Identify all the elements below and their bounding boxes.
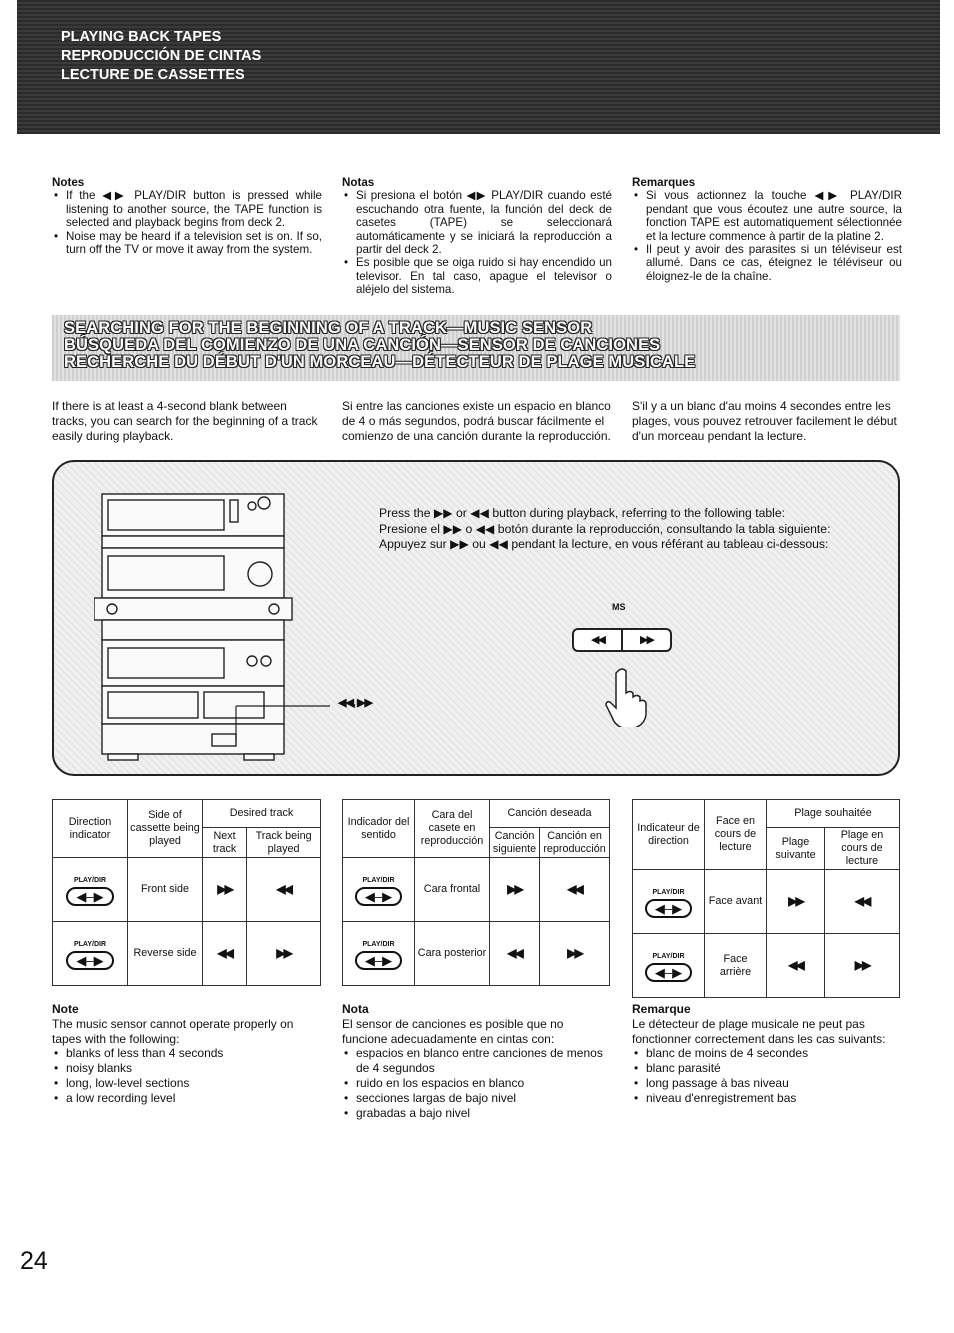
note-en-text: The music sensor cannot operate properly on tapes with the following: <box>52 1016 294 1046</box>
note-en <box>52 1002 322 1106</box>
play-dir-reverse-icon: PLAY/DIR ◀–▶ <box>633 934 705 998</box>
table-row <box>343 922 610 986</box>
table-header: Canción en reproducción <box>540 828 610 858</box>
table-header: Plage en cours de lecture <box>825 828 900 870</box>
table-row <box>633 870 900 934</box>
note-es-text: El sensor de canciones es posible que no funcione adecuadamente en cintas con: <box>342 1016 564 1046</box>
list-item: • a low recording level <box>52 1091 322 1106</box>
direction-table-es <box>342 799 610 986</box>
direction-table-fr <box>632 799 900 998</box>
table-cell: ◀◀ <box>540 858 610 922</box>
note-fr-title: Remarque <box>632 1002 691 1016</box>
table-header: Indicateur de direction <box>633 800 705 870</box>
table-cell: Cara posterior <box>415 922 490 986</box>
table-header: Canción deseada <box>490 800 610 828</box>
section-title-en: SEARCHING FOR THE BEGINNING OF A TRACK—MUSIC SENSOR <box>64 319 593 337</box>
instruction-fr: Appuyez sur ▶▶ ou ◀◀ pendant la lecture, en vous référant au tableau ci-dessous: <box>379 537 829 551</box>
table-header: Track being played <box>247 828 321 858</box>
table-cell: Cara frontal <box>415 858 490 922</box>
list-item: • blanc parasité <box>632 1061 902 1076</box>
table-cell: ▶▶ <box>490 858 540 922</box>
notes-fr <box>632 176 902 283</box>
section-heading-band <box>52 315 900 381</box>
list-item: • blanks of less than 4 seconds <box>52 1046 322 1061</box>
table-header: Face en cours de lecture <box>705 800 767 870</box>
list-item: • If the ◀▶ PLAY/DIR button is pressed while listening to another source, the TAPE function is selected and playback begins from deck 2. <box>52 189 322 229</box>
ms-button-group[interactable] <box>572 628 672 652</box>
table-cell: ◀◀ <box>203 922 247 986</box>
list-item: • long, low-level sections <box>52 1076 322 1091</box>
header-title-fr: LECTURE DE CASSETTES <box>61 67 245 83</box>
list-item: • Il peut y avoir des parasites si un téléviseur est allumé. Dans ce cas, éteignez le téléviseur ou éloignez-le de la chaîne. <box>632 243 902 283</box>
table-header: Indicador del sentido <box>343 800 415 858</box>
table-cell: ▶▶ <box>203 858 247 922</box>
instructions <box>379 506 830 553</box>
table-header: Desired track <box>203 800 321 828</box>
list-item: • long passage à bas niveau <box>632 1076 902 1091</box>
table-cell: ◀◀ <box>247 858 321 922</box>
table-header: Plage souhaitée <box>767 800 900 828</box>
illustration-panel <box>52 460 900 776</box>
table-cell: ◀◀ <box>825 870 900 934</box>
table-cell: ◀◀ <box>490 922 540 986</box>
table-header: Side of cassette being played <box>128 800 203 858</box>
note-fr <box>632 1002 902 1106</box>
list-item: • secciones largas de bajo nivel <box>342 1091 612 1106</box>
list-item: • grabadas a bajo nivel <box>342 1106 612 1121</box>
table-row <box>343 858 610 922</box>
play-dir-forward-icon: PLAY/DIR ◀–▶ <box>633 870 705 934</box>
intro-en: If there is at least a 4-second blank between tracks, you can search for the beginning of a track easily during playback. <box>52 399 318 443</box>
table-cell: ▶▶ <box>767 870 825 934</box>
play-dir-reverse-icon: PLAY/DIR ◀–▶ <box>53 922 128 986</box>
table-cell: ◀◀ <box>767 934 825 998</box>
table-header: Direction indicator <box>53 800 128 858</box>
table-cell: Face arrière <box>705 934 767 998</box>
notes-en-title: Notes <box>52 176 85 189</box>
list-item: • espacios en blanco entre canciones de menos de 4 segundos <box>342 1046 612 1076</box>
table-cell: ▶▶ <box>247 922 321 986</box>
list-item: • Noise may be heard if a television set is on. If so, turn off the TV or move it away from the system. <box>52 230 322 257</box>
list-item: • ruido en los espacios en blanco <box>342 1076 612 1091</box>
table-row <box>53 858 321 922</box>
section-title-es: BÚSQUEDA DEL COMIENZO DE UNA CANCIÓN—SENSOR DE CANCIONES <box>64 336 661 354</box>
note-es-title: Nota <box>342 1002 369 1016</box>
table-row <box>633 934 900 998</box>
play-dir-reverse-icon: PLAY/DIR ◀–▶ <box>343 922 415 986</box>
table-cell: Front side <box>128 858 203 922</box>
list-item: • Si vous actionnez la touche ◀▶ PLAY/DIR pendant que vous écoutez une autre source, la fonction TAPE est automatiquement sélectionnée et la lecture commence à partir de la platine 2. <box>632 189 902 243</box>
note-fr-text: Le détecteur de plage musicale ne peut pas fonctionner correctement dans les cas suivants: <box>632 1016 886 1046</box>
intro-es: Si entre las canciones existe un espacio en blanco de 4 o más segundos, podrá buscar fácilmente el comienzo de una canción durante la reproducción. <box>342 399 611 443</box>
header-title-en: PLAYING BACK TAPES <box>61 29 222 45</box>
list-item: • Si presiona el botón ◀▶ PLAY/DIR cuando esté escuchando otra fuente, la función del deck de casetes (TAPE) se seleccionará automáticamente y se iniciará la reproducción a partir del deck 2. <box>342 189 612 256</box>
play-dir-forward-icon: PLAY/DIR ◀–▶ <box>53 858 128 922</box>
note-en-title: Note <box>52 1002 79 1016</box>
list-item: • niveau d'enregistrement bas <box>632 1091 902 1106</box>
intro-fr: S'il y a un blanc d'au moins 4 secondes entre les plages, vous pouvez retrouver facilement le début d'un morceau pendant la lecture. <box>632 399 897 443</box>
finger-pointer-icon <box>600 667 650 727</box>
table-cell: Reverse side <box>128 922 203 986</box>
instruction-es: Presione el ▶▶ o ◀◀ botón durante la reproducción, consultando la tabla siguiente: <box>379 521 831 536</box>
fast-forward-icon: ▶▶ <box>640 634 653 646</box>
table-cell: ▶▶ <box>825 934 900 998</box>
table-row <box>53 922 321 986</box>
notes-fr-title: Remarques <box>632 176 696 189</box>
section-title-fr: RECHERCHE DU DÉBUT D'UN MORCEAU—DÉTECTEUR DE PLAGE MUSICALE <box>64 353 696 371</box>
list-item: • blanc de moins de 4 secondes <box>632 1046 902 1061</box>
play-dir-forward-icon: PLAY/DIR ◀–▶ <box>343 858 415 922</box>
notes-en <box>52 176 322 256</box>
list-item: • Es posible que se oiga ruido si hay encendido un televisor. En tal caso, apague el televisor o aléjelo del sistema. <box>342 256 612 296</box>
stereo-system-illustration <box>94 490 354 790</box>
rewind-icon: ◀◀ <box>591 634 604 646</box>
table-header: Cara del casete en reproducción <box>415 800 490 858</box>
instruction-en: Press the ▶▶ or ◀◀ button during playback, referring to the following table: <box>379 506 786 520</box>
table-header: Canción siguiente <box>490 828 540 858</box>
table-header: Next track <box>203 828 247 858</box>
notes-es <box>342 176 612 297</box>
fast-forward-button[interactable] <box>623 630 670 650</box>
table-cell: Face avant <box>705 870 767 934</box>
ms-label: MS <box>612 602 626 612</box>
page-header-band <box>17 0 940 134</box>
ff-rew-callout: ◀◀, ▶▶ <box>338 697 372 709</box>
table-header: Plage suivante <box>767 828 825 870</box>
note-es <box>342 1002 612 1120</box>
direction-table-en <box>52 799 321 986</box>
rewind-button[interactable] <box>574 630 623 650</box>
notes-es-title: Notas <box>342 176 375 189</box>
list-item: • noisy blanks <box>52 1061 322 1076</box>
table-cell: ▶▶ <box>540 922 610 986</box>
header-title-es: REPRODUCCIÓN DE CINTAS <box>61 48 262 64</box>
page-number: 24 <box>20 1247 48 1275</box>
